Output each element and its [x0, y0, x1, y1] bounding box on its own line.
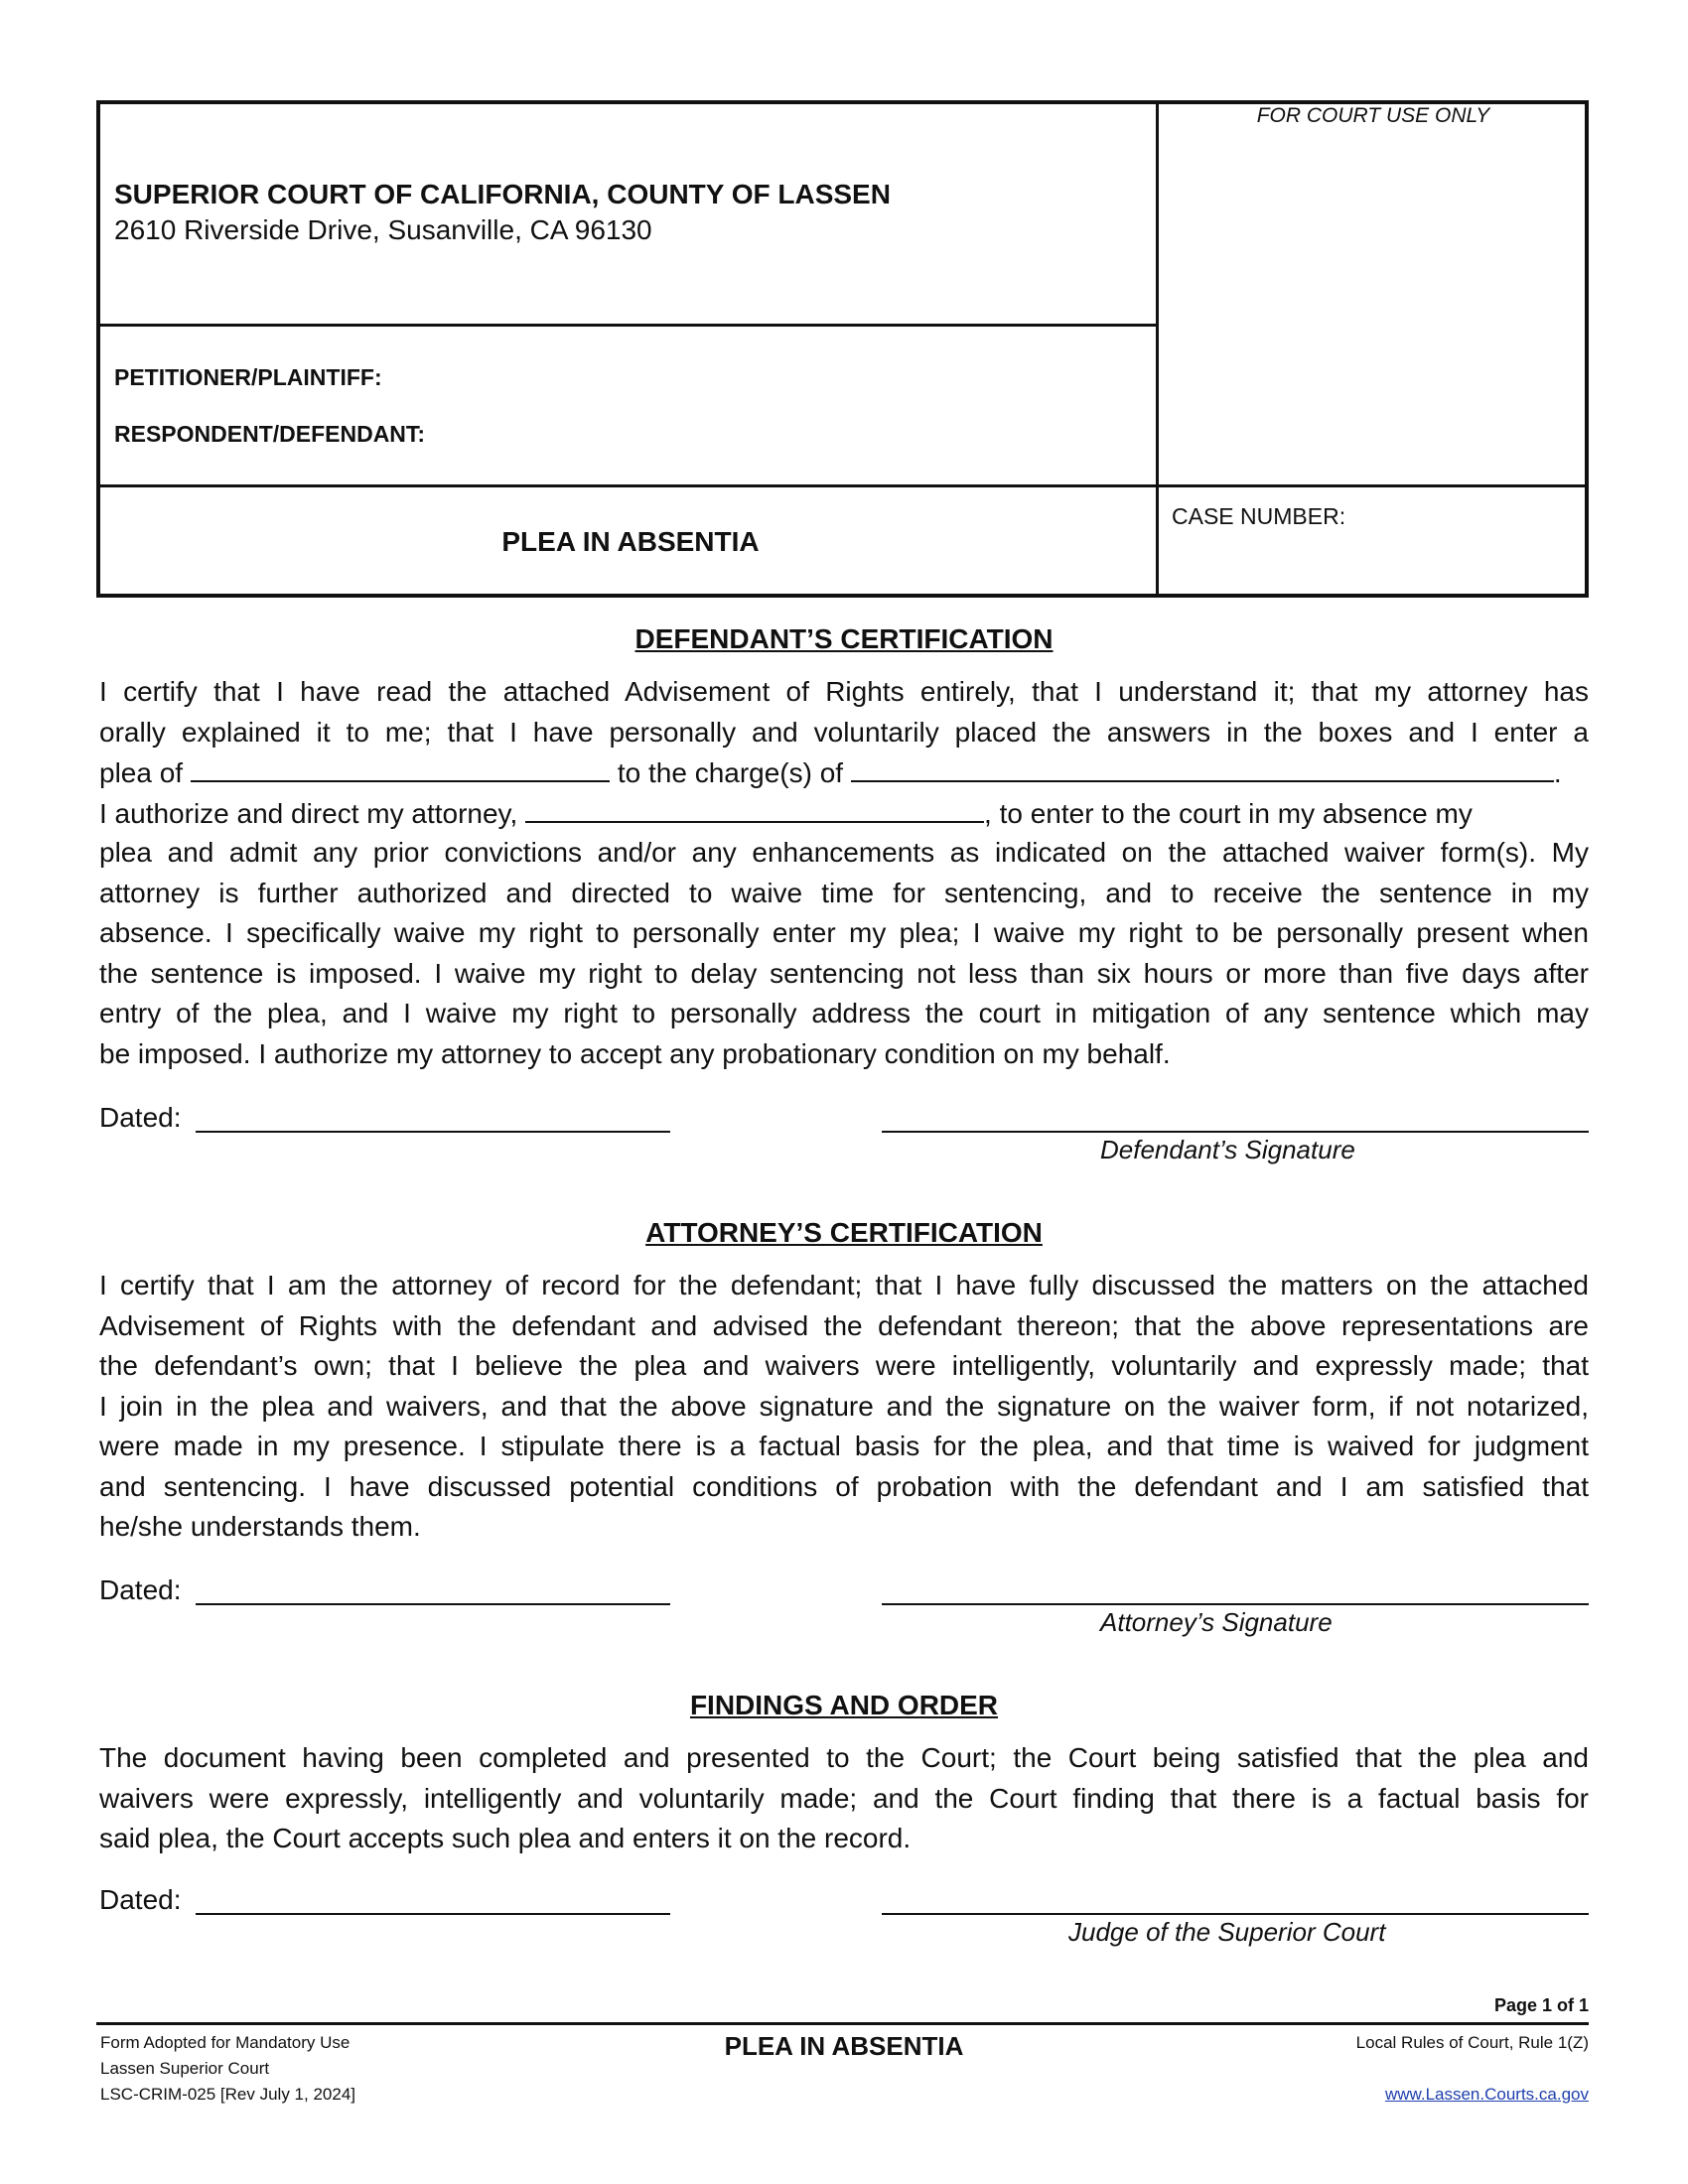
text-line-content: , to enter to the court in my absence my: [984, 797, 1473, 829]
text-line: [99, 713, 1589, 753]
text-line: [99, 1346, 1589, 1387]
form-title: PLEA IN ABSENTIA: [501, 526, 760, 557]
text-line-content: to the charge(s) of: [610, 757, 851, 788]
text-line: [99, 1387, 1589, 1428]
text-line-content: he/she understands them.: [99, 1511, 421, 1542]
defendant-signature-line[interactable]: [882, 1131, 1589, 1133]
court-use-only-label: FOR COURT USE ONLY: [1256, 104, 1490, 127]
caption-box: [96, 100, 1589, 598]
text-line-content: entry of the plea, and I waive my right to personally address the court in mitigation of any sentence which may: [99, 998, 1589, 1028]
defendant-signature-label: Defendant’s Signature: [1100, 1135, 1355, 1164]
text-line-content: were made in my presence. I stipulate there is a factual basis for the plea, and that time is waived for judgment: [99, 1431, 1589, 1461]
case-number-label: CASE NUMBER:: [1172, 503, 1346, 529]
text-line: [99, 833, 1589, 874]
text-line-content: I certify that I am the attorney of record for the defendant; that I have fully discussed the matters on the attached: [99, 1270, 1589, 1300]
text-line-content: Advisement of Rights with the defendant and advised the defendant thereon; that the above representations are: [99, 1309, 1589, 1341]
text-line-content: and sentencing. I have discussed potential conditions of probation with the defendant and I am satisfied that: [99, 1470, 1589, 1502]
footer-local-rule: Local Rules of Court, Rule 1(Z): [1355, 2033, 1589, 2052]
text-line: [99, 752, 1589, 793]
text-line: [99, 1779, 1589, 1820]
footer-website[interactable]: [1221, 2085, 1589, 2105]
text-line-content: The document having been completed and presented to the Court; the Court being satisfied that the plea and: [99, 1742, 1589, 1773]
text-line: [99, 874, 1589, 914]
text-line: [99, 1266, 1589, 1306]
text-line-content: plea and admit any prior convictions and/or any enhancements as indicated on the attached waiver form(s). My: [99, 837, 1589, 868]
text-line-content: I join in the plea and waivers, and that the above signature and the signature on the waiver form, if not notarized,: [99, 1390, 1589, 1422]
respondent-label: RESPONDENT/DEFENDANT:: [114, 421, 426, 447]
text-line-content: .: [1553, 757, 1562, 788]
court-address: 2610 Riverside Drive, Susanville, CA 96130: [114, 214, 652, 245]
text-line: [99, 913, 1589, 954]
findings-heading: FINDINGS AND ORDER: [689, 1690, 999, 1720]
court-name: SUPERIOR COURT OF CALIFORNIA, COUNTY OF LASSEN: [114, 179, 891, 209]
text-line: [99, 1427, 1589, 1467]
text-line-content: absence. I specifically waive my right to personally enter my plea; I waive my right to be personally present when: [99, 917, 1589, 948]
text-line-content: orally explained it to me; that I have personally and voluntarily placed the answers in the boxes and I enter a: [99, 716, 1589, 748]
charges-input-line[interactable]: [851, 752, 1554, 782]
petitioner-label: PETITIONER/PLAINTIFF:: [114, 364, 382, 390]
text-line-content: I authorize and direct my attorney,: [99, 797, 526, 829]
footer-adopted: Form Adopted for Mandatory Use: [100, 2033, 351, 2052]
defendant-date-line[interactable]: [196, 1131, 670, 1133]
judge-signature-line[interactable]: [882, 1913, 1589, 1915]
defendant-dated-label: Dated:: [99, 1102, 182, 1133]
text-line: [99, 1306, 1589, 1347]
attorney-dated-label: Dated:: [99, 1574, 182, 1605]
website-link[interactable]: www.Lassen.Courts.ca.gov: [1384, 2085, 1589, 2104]
defendant-certification-text: [99, 672, 1589, 1074]
footer-rule: [96, 2022, 1589, 2025]
judge-date-line[interactable]: [196, 1913, 670, 1915]
caption-divider-court: [96, 324, 1158, 327]
footer-form-id: LSC-CRIM-025 [Rev July 1, 2024]: [100, 2085, 355, 2104]
text-line: [99, 994, 1589, 1034]
plea-input-line[interactable]: [191, 752, 610, 782]
text-line-content: plea of: [99, 757, 184, 788]
text-line: [99, 672, 1589, 713]
judge-dated-label: Dated:: [99, 1884, 182, 1915]
text-line-content: attorney is further authorized and directed to waive time for sentencing, and to receive the sentence in my: [99, 877, 1589, 908]
page-number: Page 1 of 1: [1493, 1995, 1589, 2015]
text-line-content: said plea, the Court accepts such plea and enters it on the record.: [99, 1823, 912, 1853]
text-line-content: I certify that I have read the attached Advisement of Rights entirely, that I understand it; that my attorney has: [99, 676, 1589, 707]
attorney-signature-label: Attorney’s Signature: [1100, 1607, 1333, 1637]
text-line: [99, 1034, 1589, 1075]
caption-divider-parties: [96, 484, 1589, 487]
attorney-name-input-line[interactable]: [525, 793, 984, 823]
text-line-content: be imposed. I authorize my attorney to accept any probationary condition on my behalf.: [99, 1037, 1171, 1069]
findings-text: [99, 1738, 1589, 1859]
text-line: [99, 954, 1589, 995]
attorney-certification-heading: ATTORNEY’S CERTIFICATION: [645, 1217, 1043, 1248]
footer-court: Lassen Superior Court: [100, 2059, 270, 2078]
text-line: [99, 793, 1589, 834]
text-line-content: the sentence is imposed. I waive my right to delay sentencing not less than six hours or more than five days after: [99, 957, 1589, 989]
footer-form-title: PLEA IN ABSENTIA: [724, 2031, 964, 2061]
attorney-certification-text: [99, 1266, 1589, 1548]
attorney-signature-line[interactable]: [882, 1603, 1589, 1605]
text-line: [99, 1738, 1589, 1779]
attorney-date-line[interactable]: [196, 1603, 670, 1605]
text-line: [99, 1507, 1589, 1548]
judge-signature-label: Judge of the Superior Court: [1068, 1917, 1386, 1947]
text-line-content: waivers were expressly, intelligently and voluntarily made; and the Court finding that there is a factual basis for: [99, 1782, 1589, 1814]
caption-divider-vertical: [1156, 100, 1159, 598]
text-line-content: the defendant’s own; that I believe the plea and waivers were intelligently, voluntarily and expressly made; that: [99, 1350, 1589, 1381]
defendant-certification-heading: DEFENDANT’S CERTIFICATION: [634, 623, 1054, 654]
text-line: [99, 1819, 1589, 1859]
text-line: [99, 1467, 1589, 1508]
